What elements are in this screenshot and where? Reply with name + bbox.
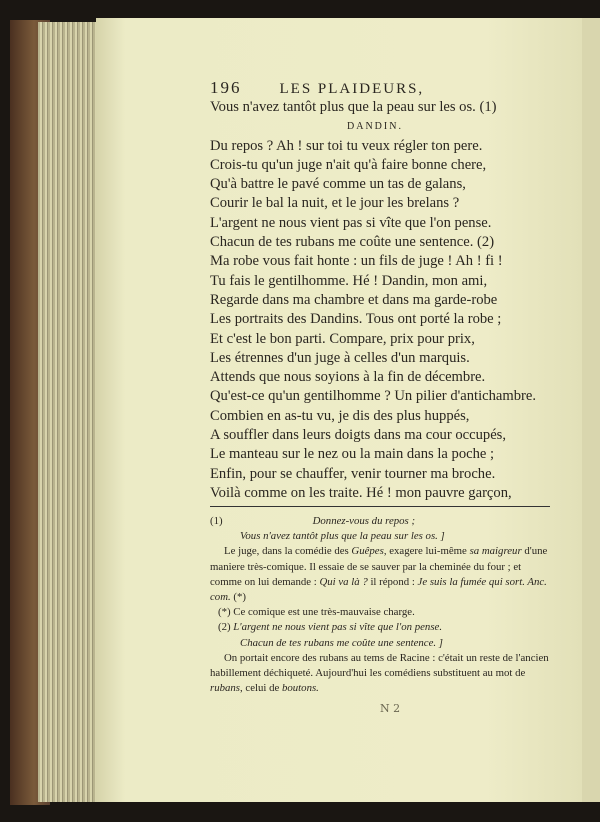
signature-mark: N 2 xyxy=(380,702,401,715)
footnote-quote: L'argent ne nous vient pas si vîte que l'on pense. xyxy=(233,621,443,634)
verse-line: Courir le bal la nuit, et le jour les brelans ? xyxy=(210,195,460,212)
verse-line: Et c'est le bon parti. Compare, prix pour prix, xyxy=(210,330,475,347)
verse-line: Qu'à battre le pavé comme un tas de galans, xyxy=(210,176,466,193)
page-edges xyxy=(38,22,98,802)
verse-line: L'argent ne nous vient pas si vîte que l'on pense. xyxy=(210,214,492,231)
running-header xyxy=(210,78,424,98)
verse-line: Ma robe vous fait honte : un fils de juge ! Ah ! fi ! xyxy=(210,253,503,270)
verse-line: Crois-tu qu'un juge n'ait qu'à faire bonne chere, xyxy=(210,156,487,173)
footnote-paragraph: Le juge, dans la comédie des Guêpes, exagere lui-même sa maigreur d'une maniere très-comique. Il essaie de se sauver par la cheminée du four ; et comme on lui demande : Qui va là ? il répond : Je suis la fumée qui sort. Anc. com. (*) xyxy=(210,545,548,604)
footnote-mark: (2) xyxy=(218,621,231,634)
verse-line: Du repos ? Ah ! sur toi tu veux régler ton pere. xyxy=(210,137,483,154)
verse-line: Voilà comme on les traite. Hé ! mon pauvre garçon, xyxy=(210,484,512,501)
footnote-quote: Vous n'avez tantôt plus que la peau sur les os. ] xyxy=(240,530,445,543)
footnotes xyxy=(210,514,550,696)
speaker-name: DANDIN. xyxy=(347,121,403,133)
footnote-rule xyxy=(210,506,550,507)
verse-line: A souffler dans leurs doigts dans ma cour occupés, xyxy=(210,427,507,444)
verse-line: Attends que nous soyions à la fin de décembre. xyxy=(210,369,486,386)
verse-line: Le manteau sur le nez ou la main dans la poche ; xyxy=(210,446,495,463)
verse-line: Enfin, pour se chauffer, venir tourner ma broche. xyxy=(210,465,496,482)
running-title: LES PLAIDEURS, xyxy=(279,81,425,97)
verse-line: Les étrennes d'un juge à celles d'un marquis. xyxy=(210,349,470,366)
verse-line: Vous n'avez tantôt plus que la peau sur les os. (1) xyxy=(210,99,497,115)
star-note: (*) Ce comique est une très-mauvaise charge. xyxy=(218,606,415,619)
next-page-edge xyxy=(582,18,600,802)
page-number: 196 xyxy=(210,78,242,97)
verse-line: Regarde dans ma chambre et dans ma garde-robe xyxy=(210,291,498,308)
verse-line: Chacun de tes rubans me coûte une sentence. (2) xyxy=(210,234,495,251)
footnote-mark: (1) xyxy=(210,515,223,527)
footnote-paragraph: On portait encore des rubans au tems de Racine : c'était un reste de l'ancien habillement déchiqueté. Aujourd'hui les comédiens substituent au mot de rubans, celui de boutons. xyxy=(210,651,549,695)
verse-text xyxy=(210,98,540,503)
verse-line: Les portraits des Dandins. Tous ont porté la robe ; xyxy=(210,311,502,328)
verse-line: Qu'est-ce qu'un gentilhomme ? Un pilier d'antichambre. xyxy=(210,388,537,405)
verse-line: Combien en as-tu vu, je dis des plus huppés, xyxy=(210,407,470,424)
footnote-quote: Donnez-vous du repos ; xyxy=(312,515,416,527)
footnote-quote: Chacun de tes rubans me coûte une sentence. ] xyxy=(240,636,443,649)
verse-line: Tu fais le gentilhomme. Hé ! Dandin, mon ami, xyxy=(210,272,488,289)
